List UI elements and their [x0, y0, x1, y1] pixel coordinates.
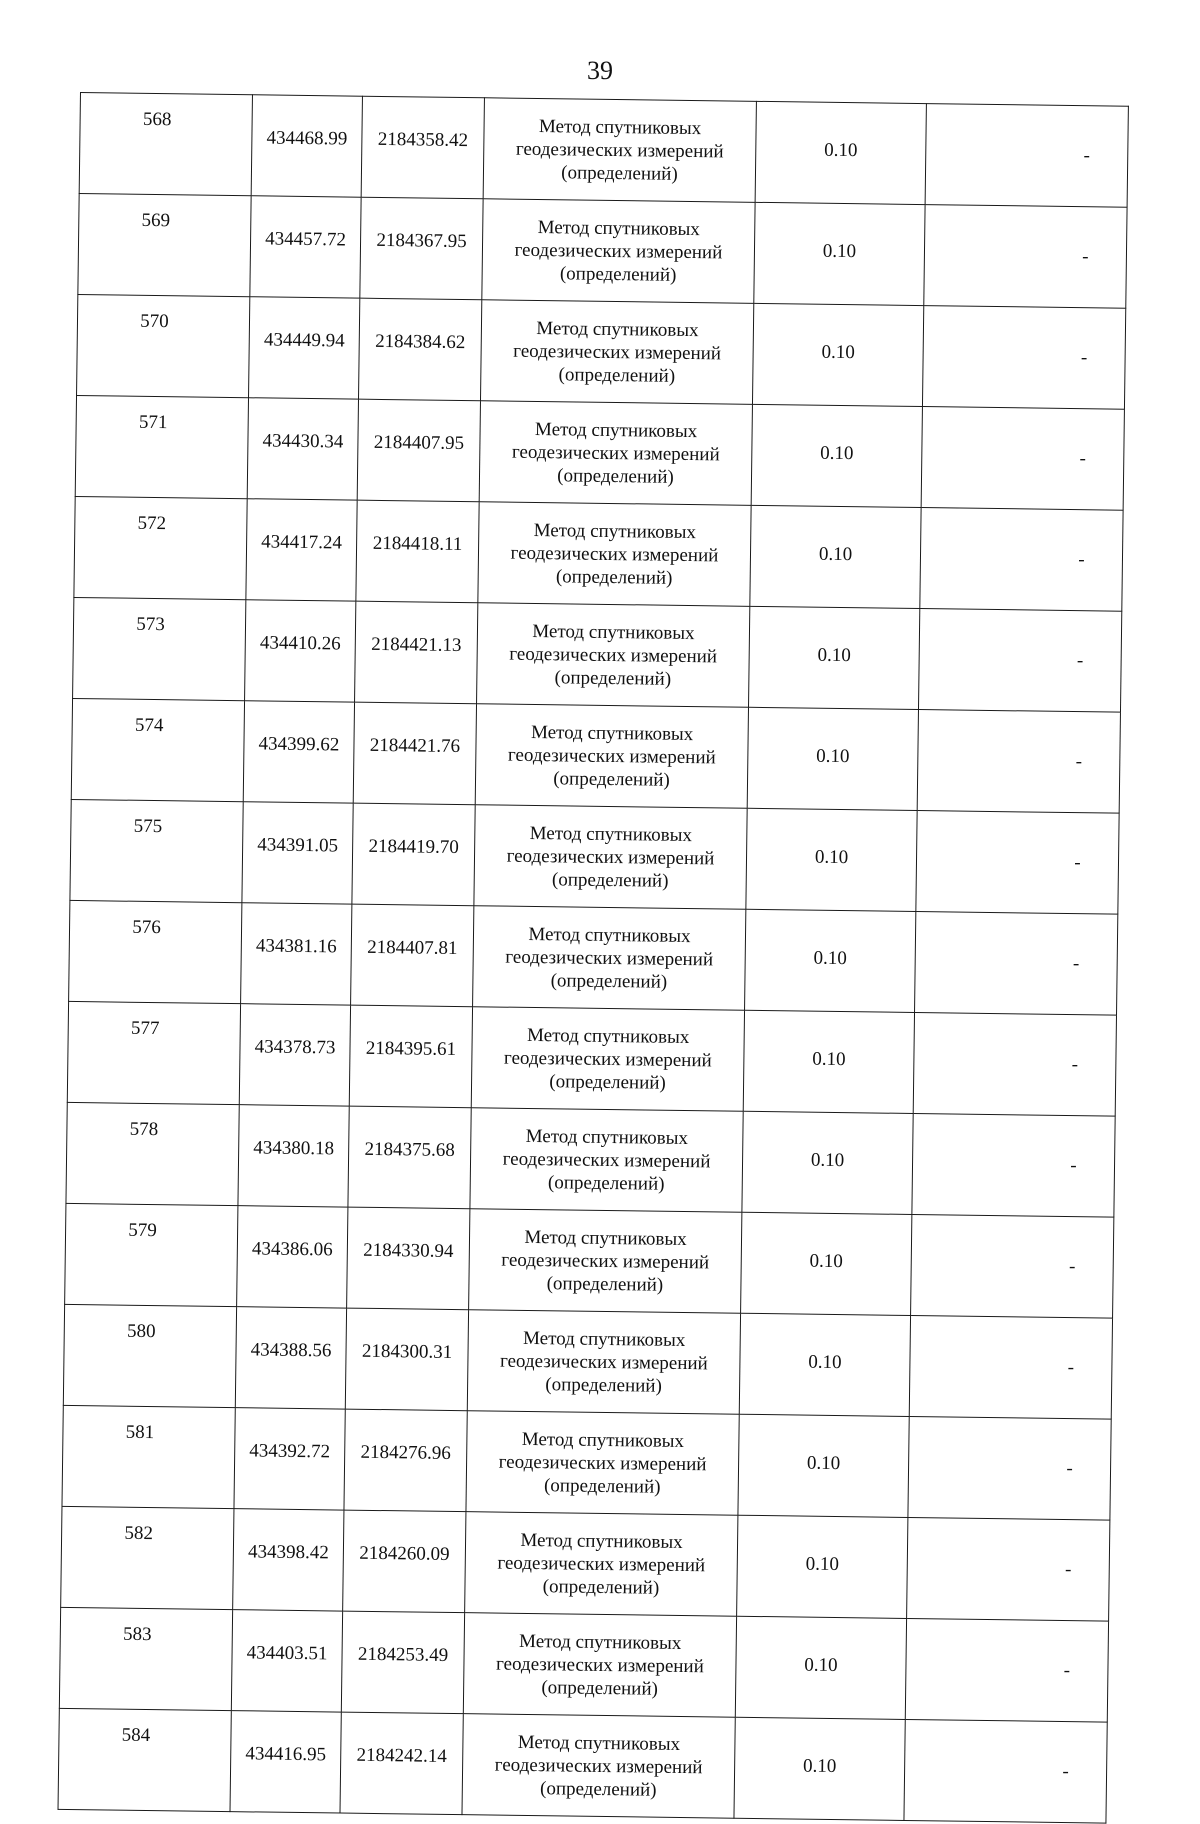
- table-row: [71, 698, 1120, 813]
- method-line: Метод спутниковых: [538, 115, 702, 139]
- method-cell: [475, 704, 748, 809]
- x-coordinate-cell: 434416.95: [230, 1711, 341, 1813]
- method-cell: [474, 805, 747, 910]
- x-coordinate-cell: 434388.56: [235, 1307, 346, 1409]
- table-row: [74, 496, 1123, 611]
- method-line: геодезических измерений: [502, 1148, 711, 1172]
- x-coordinate-cell: 434410.26: [245, 600, 356, 702]
- point-number-cell: 579: [65, 1203, 238, 1306]
- method-cell: [462, 1714, 735, 1819]
- y-coordinate-cell: 2184375.68: [348, 1106, 471, 1209]
- method-cell: [477, 603, 750, 708]
- table-row: [75, 395, 1124, 510]
- y-coordinate-cell: 2184421.13: [355, 601, 478, 704]
- point-number-cell: 574: [71, 698, 244, 801]
- point-number-cell: 576: [69, 900, 242, 1003]
- x-coordinate-cell: 434457.72: [250, 196, 361, 298]
- method-cell: [465, 1512, 738, 1617]
- accuracy-cell: 0.10: [752, 303, 923, 406]
- y-coordinate-cell: 2184395.61: [349, 1005, 472, 1108]
- method-line: Метод спутниковых: [534, 418, 698, 442]
- method-line: Метод спутниковых: [524, 1226, 687, 1250]
- method-cell: [463, 1613, 736, 1718]
- method-line: Метод спутниковых: [519, 1630, 682, 1654]
- x-coordinate-cell: 434430.34: [247, 398, 358, 500]
- method-cell: [473, 906, 746, 1011]
- accuracy-cell: 0.10: [741, 1212, 912, 1315]
- coordinates-table: [58, 92, 1129, 1824]
- method-line: (определений): [550, 969, 668, 993]
- note-cell: -: [918, 609, 1121, 713]
- point-number-cell: 571: [75, 395, 248, 498]
- accuracy-cell: 0.10: [739, 1313, 910, 1416]
- accuracy-cell: 0.10: [735, 1616, 906, 1719]
- method-line: геодезических измерений: [506, 845, 715, 869]
- accuracy-cell: 0.10: [745, 909, 916, 1012]
- table-row: [78, 193, 1127, 308]
- method-line: Метод спутниковых: [520, 1529, 683, 1553]
- table-row: [79, 93, 1128, 208]
- point-number-cell: 572: [74, 496, 247, 599]
- x-coordinate-cell: 434391.05: [242, 802, 353, 904]
- note-cell: -: [905, 1618, 1108, 1722]
- method-line: геодезических измерений: [497, 1552, 706, 1576]
- method-line: Метод спутниковых: [536, 317, 699, 341]
- y-coordinate-cell: 2184419.70: [352, 803, 475, 906]
- y-coordinate-cell: 2184418.11: [356, 500, 479, 603]
- coordinates-table-wrapper: [58, 92, 1128, 1824]
- y-coordinate-cell: 2184384.62: [359, 298, 482, 401]
- note-cell: -: [913, 1013, 1116, 1117]
- method-line: (определений): [551, 868, 669, 892]
- method-line: (определений): [561, 161, 678, 185]
- method-cell: [478, 502, 751, 607]
- note-cell: -: [909, 1315, 1112, 1419]
- point-number-cell: 573: [73, 597, 246, 700]
- method-line: (определений): [555, 565, 673, 589]
- point-number-cell: 569: [78, 193, 251, 296]
- table-row: [63, 1304, 1112, 1419]
- method-cell: [480, 300, 753, 405]
- note-cell: -: [924, 205, 1127, 309]
- method-line: геодезических измерений: [501, 1249, 710, 1273]
- method-line: Метод спутниковых: [529, 822, 693, 846]
- x-coordinate-cell: 434417.24: [246, 499, 357, 601]
- method-line: Метод спутниковых: [532, 620, 695, 644]
- accuracy-cell: 0.10: [754, 202, 925, 305]
- method-cell: [479, 401, 752, 506]
- note-cell: -: [917, 710, 1120, 814]
- note-cell: -: [912, 1113, 1115, 1217]
- method-line: Метод спутниковых: [522, 1327, 686, 1351]
- table-row: [59, 1607, 1108, 1722]
- note-cell: -: [925, 104, 1128, 208]
- method-line: геодезических измерений: [514, 239, 723, 263]
- x-coordinate-cell: 434392.72: [234, 1408, 345, 1510]
- x-coordinate-cell: 434381.16: [241, 903, 352, 1005]
- y-coordinate-cell: 2184260.09: [343, 1510, 466, 1613]
- method-line: Метод спутниковых: [528, 923, 691, 947]
- method-line: геодезических измерений: [507, 744, 716, 768]
- accuracy-cell: 0.10: [755, 101, 926, 204]
- accuracy-cell: 0.10: [746, 808, 917, 911]
- method-cell: [469, 1209, 742, 1314]
- table-row: [61, 1506, 1110, 1621]
- method-line: Метод спутниковых: [530, 721, 694, 745]
- table-row: [66, 1102, 1115, 1217]
- point-number-cell: 580: [63, 1304, 236, 1407]
- x-coordinate-cell: 434380.18: [238, 1105, 349, 1207]
- method-line: (определений): [559, 262, 677, 286]
- method-line: (определений): [557, 464, 674, 488]
- page-number: 39: [587, 56, 613, 85]
- point-number-cell: 570: [77, 294, 250, 397]
- method-line: геодезических измерений: [499, 1350, 708, 1374]
- note-cell: -: [916, 811, 1119, 915]
- note-cell: -: [907, 1517, 1110, 1621]
- method-cell: [470, 1108, 743, 1213]
- method-line: геодезических измерений: [505, 946, 714, 970]
- method-line: геодезических измерений: [494, 1754, 703, 1778]
- x-coordinate-cell: 434468.99: [251, 95, 362, 197]
- method-line: (определений): [549, 1070, 666, 1094]
- accuracy-cell: 0.10: [738, 1414, 909, 1517]
- x-coordinate-cell: 434386.06: [237, 1206, 348, 1308]
- y-coordinate-cell: 2184421.76: [353, 702, 476, 805]
- table-row: [58, 1708, 1107, 1823]
- method-line: (определений): [553, 767, 670, 791]
- method-cell: [466, 1411, 739, 1516]
- note-cell: -: [904, 1719, 1107, 1823]
- note-cell: -: [908, 1416, 1111, 1520]
- x-coordinate-cell: 434398.42: [233, 1509, 344, 1611]
- accuracy-cell: 0.10: [737, 1515, 908, 1618]
- x-coordinate-cell: 434399.62: [243, 701, 354, 803]
- table-row: [62, 1405, 1111, 1520]
- accuracy-cell: 0.10: [751, 404, 922, 507]
- x-coordinate-cell: 434378.73: [239, 1004, 350, 1106]
- point-number-cell: 584: [58, 1708, 231, 1811]
- y-coordinate-cell: 2184358.42: [361, 96, 484, 199]
- note-cell: -: [922, 306, 1125, 410]
- method-line: Метод спутниковых: [517, 1731, 681, 1755]
- method-line: геодезических измерений: [509, 643, 718, 667]
- method-cell: [471, 1007, 744, 1112]
- table-row: [77, 294, 1126, 409]
- accuracy-cell: 0.10: [742, 1111, 913, 1214]
- method-line: геодезических измерений: [510, 542, 719, 566]
- method-line: Метод спутниковых: [521, 1428, 685, 1452]
- method-line: Метод спутниковых: [525, 1125, 689, 1149]
- point-number-cell: 581: [62, 1405, 235, 1508]
- method-line: (определений): [541, 1676, 659, 1700]
- table-row: [69, 900, 1118, 1015]
- y-coordinate-cell: 2184276.96: [344, 1409, 467, 1512]
- method-line: геодезических измерений: [498, 1451, 707, 1475]
- point-number-cell: 583: [59, 1607, 232, 1710]
- table-row: [67, 1001, 1116, 1116]
- method-line: (определений): [547, 1171, 665, 1195]
- method-line: Метод спутниковых: [537, 216, 701, 240]
- method-line: геодезических измерений: [513, 340, 722, 364]
- note-cell: -: [915, 912, 1118, 1016]
- method-line: Метод спутниковых: [533, 519, 697, 543]
- method-cell: [467, 1310, 740, 1415]
- method-line: (определений): [543, 1474, 661, 1498]
- point-number-cell: 577: [67, 1001, 240, 1104]
- y-coordinate-cell: 2184242.14: [340, 1712, 463, 1815]
- point-number-cell: 578: [66, 1102, 239, 1205]
- method-line: (определений): [554, 666, 672, 690]
- point-number-cell: 568: [79, 93, 252, 196]
- method-cell: [482, 199, 755, 304]
- x-coordinate-cell: 434403.51: [231, 1610, 342, 1712]
- note-cell: -: [911, 1214, 1114, 1318]
- method-line: (определений): [546, 1272, 664, 1296]
- point-number-cell: 582: [61, 1506, 234, 1609]
- method-line: геодезических измерений: [511, 441, 720, 465]
- method-line: (определений): [542, 1575, 660, 1599]
- y-coordinate-cell: 2184330.94: [347, 1207, 470, 1310]
- y-coordinate-cell: 2184253.49: [341, 1611, 464, 1714]
- method-line: (определений): [558, 363, 676, 387]
- table-row: [65, 1203, 1114, 1318]
- x-coordinate-cell: 434449.94: [249, 297, 360, 399]
- method-line: (определений): [539, 1777, 657, 1801]
- accuracy-cell: 0.10: [747, 707, 918, 810]
- method-line: геодезических измерений: [503, 1047, 712, 1071]
- table-body: [58, 93, 1128, 1824]
- y-coordinate-cell: 2184407.81: [351, 904, 474, 1007]
- accuracy-cell: 0.10: [743, 1010, 914, 1113]
- method-line: Метод спутниковых: [526, 1024, 690, 1048]
- note-cell: -: [920, 508, 1123, 612]
- note-cell: -: [921, 407, 1124, 511]
- method-line: (определений): [545, 1373, 663, 1397]
- point-number-cell: 575: [70, 799, 243, 902]
- table-row: [73, 597, 1122, 712]
- accuracy-cell: 0.10: [749, 606, 920, 709]
- accuracy-cell: 0.10: [750, 505, 921, 608]
- accuracy-cell: 0.10: [734, 1717, 905, 1820]
- y-coordinate-cell: 2184367.95: [360, 197, 483, 300]
- y-coordinate-cell: 2184407.95: [357, 399, 480, 502]
- method-cell: [483, 98, 756, 203]
- method-line: геодезических измерений: [515, 138, 724, 162]
- y-coordinate-cell: 2184300.31: [345, 1308, 468, 1411]
- method-line: геодезических измерений: [495, 1653, 704, 1677]
- table-row: [70, 799, 1119, 914]
